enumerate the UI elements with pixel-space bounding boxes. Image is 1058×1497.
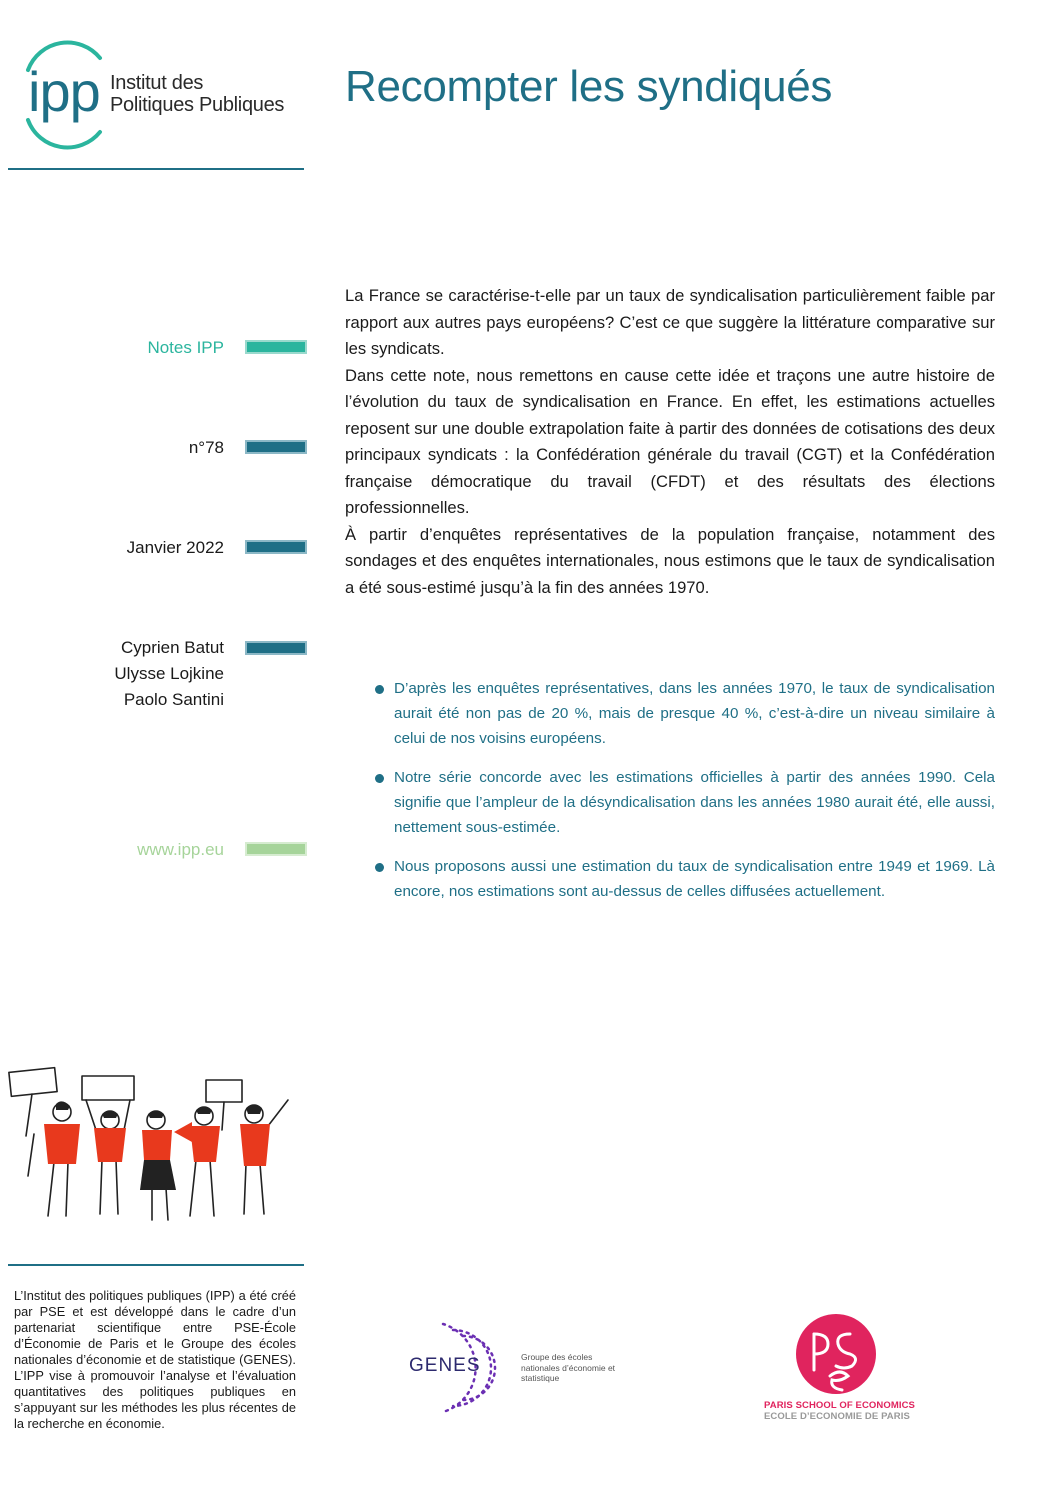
logo-text-line1: Institut des	[110, 72, 204, 94]
ipp-logo	[18, 40, 308, 150]
about-ipp-text: L’Institut des politiques publiques (IPP) a été créé par PSE et est développé dans le cadre d’un partenariat scientifique entre PSE-École d’Économie de Paris et le Groupe des écoles nationales d’économie et de statistique (GENES). L’IPP vise à promouvoir l’analyse et l’évaluation quantitatives des politiques publiques en s’appuyant sur les méthodes les plus récentes de la recherche en économie.	[14, 1288, 296, 1431]
bullet-icon	[375, 685, 384, 694]
footer-divider	[8, 1264, 304, 1266]
key-point-text: Notre série concorde avec les estimations officielles à partir des années 1990. Cela signifie que l’ampleur de la désyndicalisation dans les années 1980 aurait été, elle aussi, nettement sous-estimée.	[394, 769, 995, 836]
key-point-text: Nous proposons aussi une estimation du taux de syndicalisation entre 1949 et 1969. Là encore, nos estimations sont au-dessus de celles diffusées actuellement.	[394, 858, 995, 900]
website-color-bar	[245, 842, 307, 856]
logo-letters: ipp	[28, 60, 100, 123]
key-point	[375, 854, 995, 904]
key-point	[375, 765, 995, 840]
abstract-paragraph: Dans cette note, nous remettons en cause cette idée et traçons une autre histoire de l’évolution du taux de syndicalisation en France. En effet, les estimations actuelles reposent sur une double extrapolation faite à partir des données de cotisations des deux principaux syndicats : la Confédération générale du travail (CGT) et la Confédération française démocratique du travail (CFDT) et des résultats des élections professionnelles.	[345, 365, 995, 517]
genes-name: GENES	[409, 1355, 481, 1376]
logo-text-line2: Politiques Publiques	[110, 94, 285, 116]
header-divider	[8, 168, 304, 170]
authors-color-bar	[245, 641, 307, 655]
abstract-paragraph: À partir d’enquêtes représentatives de la population française, notamment des sondages et des enquêtes internationales, nous estimons que le taux de syndicalisation a été sous-estimé jusqu’à la fin des années 1970.	[345, 524, 995, 597]
key-points-list	[375, 676, 995, 918]
series-label: Notes IPP	[147, 338, 224, 357]
genes-description: Groupe des écoles nationales d’économie et statistique	[521, 1352, 616, 1383]
protesters-illustration	[6, 1064, 302, 1224]
pse-name-fr: ECOLE D’ECONOMIE DE PARIS	[764, 1411, 910, 1422]
bullet-icon	[375, 774, 384, 783]
website-link[interactable]: www.ipp.eu	[137, 840, 224, 859]
pse-logo	[760, 1312, 920, 1422]
abstract	[345, 283, 995, 601]
genes-logo	[405, 1318, 625, 1418]
abstract-paragraph: La France se caractérise-t-elle par un taux de syndicalisation particulièrement faible par rapport aux autres pays européens? C’est ce que suggère la littérature comparative sur les syndicats.	[345, 286, 995, 358]
key-point-text: D’après les enquêtes représentatives, dans les années 1970, le taux de syndicalisation aurait été non pas de 20 %, mais de presque 40 %, c’est-à-dire un niveau similaire à celui de nos voisins européens.	[394, 680, 995, 747]
author-name: Cyprien Batut	[121, 638, 224, 657]
bullet-icon	[375, 863, 384, 872]
author-name: Ulysse Lojkine	[114, 664, 224, 683]
issue-number: n°78	[188, 438, 224, 457]
author-name: Paolo Santini	[123, 690, 224, 709]
key-point	[375, 676, 995, 751]
pse-circle-icon	[760, 1312, 920, 1400]
author-list	[114, 635, 224, 713]
series-color-bar	[245, 340, 307, 354]
publication-date: Janvier 2022	[126, 538, 224, 557]
issue-color-bar	[245, 440, 307, 454]
page-title: Recompter les syndiqués	[345, 62, 833, 111]
pse-name-en: PARIS SCHOOL OF ECONOMICS	[764, 1400, 915, 1411]
date-color-bar	[245, 540, 307, 554]
